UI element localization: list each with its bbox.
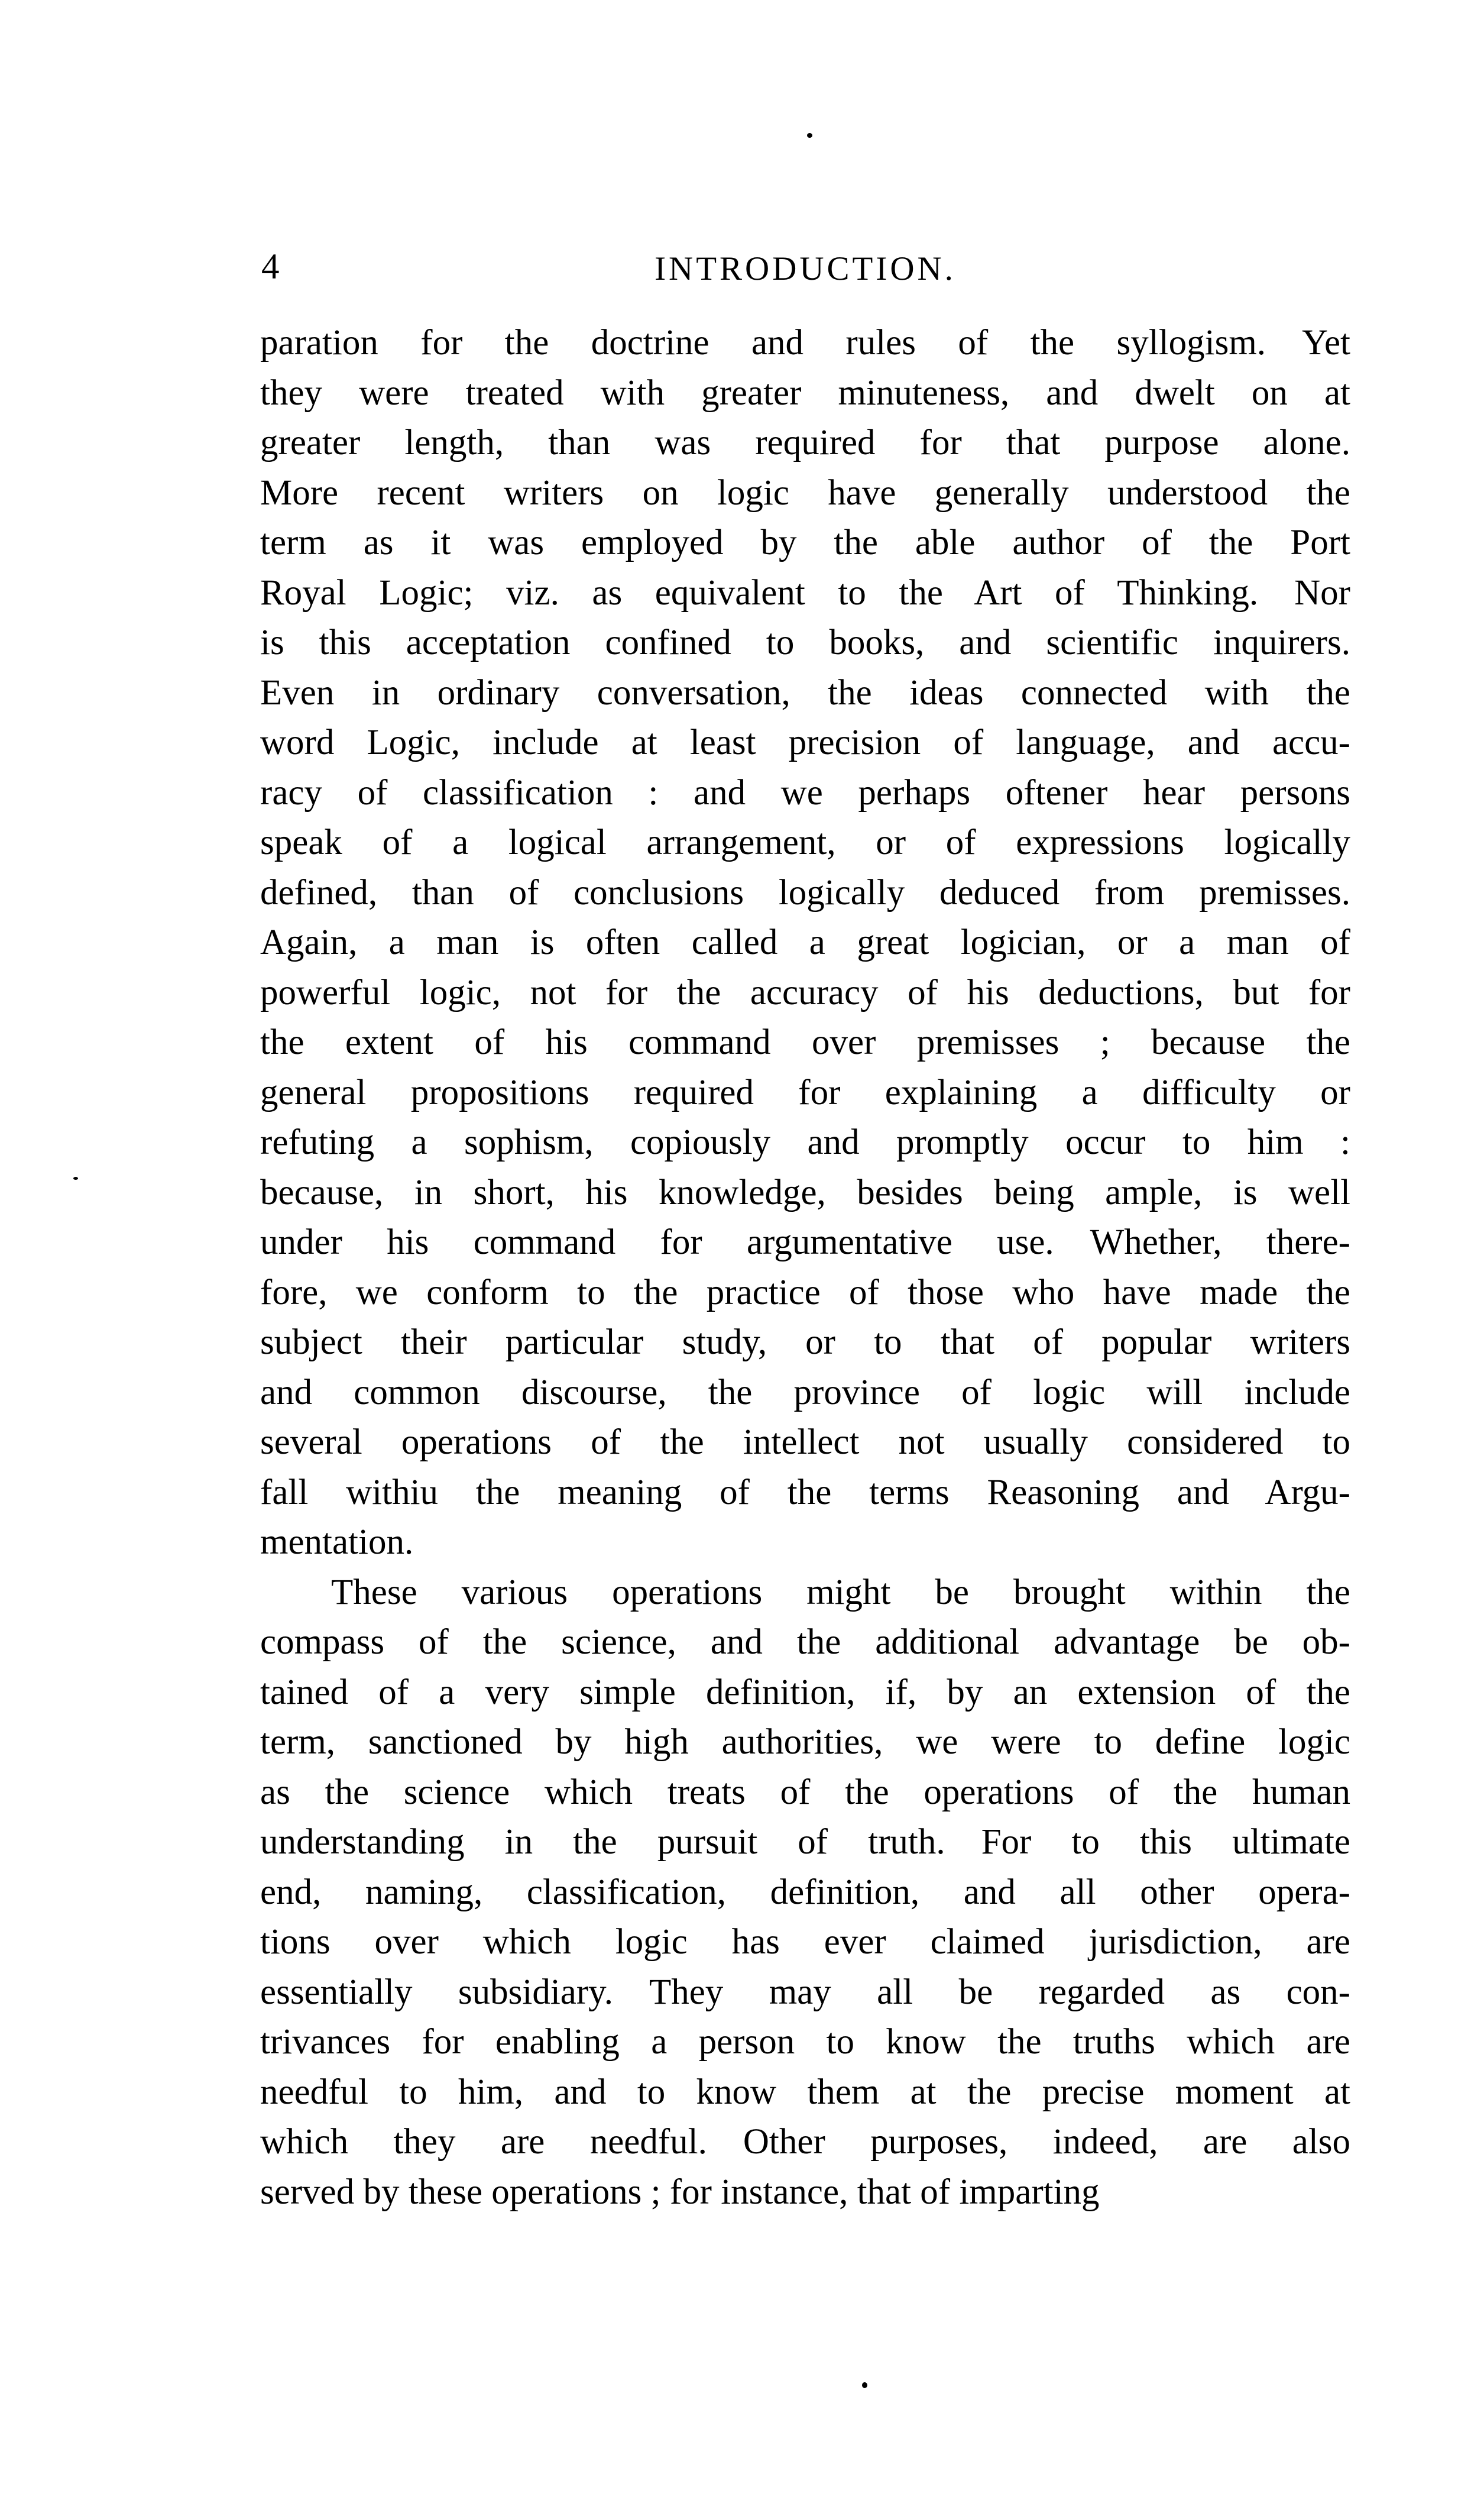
- text-line: Again, a man is often called a great logician, or a man of: [260, 923, 1350, 962]
- text-line: term as it was employed by the able author of the Port: [260, 523, 1350, 562]
- page-header: [260, 247, 1350, 299]
- text-line: essentially subsidiary. They may all be regarded as con-: [260, 1972, 1350, 2012]
- text-line: end, naming, classification, definition, and all other opera-: [260, 1872, 1350, 1912]
- text-line: greater length, than was required for that purpose alone.: [260, 423, 1350, 462]
- ink-speck: [862, 2382, 867, 2388]
- text-line: is this acceptation confined to books, and scientific inquirers.: [260, 623, 1350, 662]
- text-line: More recent writers on logic have generally understood the: [260, 473, 1350, 513]
- text-line: understanding in the pursuit of truth. For to this ultimate: [260, 1822, 1350, 1862]
- page-number: 4: [261, 247, 280, 287]
- text-line: defined, than of conclusions logically deduced from premisses.: [260, 872, 1350, 913]
- text-line: because, in short, his knowledge, besides being ample, is well: [260, 1172, 1350, 1212]
- text-line: trivances for enabling a person to know the truths which are: [260, 2022, 1350, 2062]
- text-line: term, sanctioned by high authorities, we were to define logic: [260, 1722, 1350, 1762]
- text-line: word Logic, include at least precision of language, and accu-: [260, 723, 1350, 762]
- text-line: speak of a logical arrangement, or of expressions logically: [260, 823, 1350, 862]
- running-header: INTRODUCTION.: [654, 250, 956, 287]
- text-line: racy of classification : and we perhaps oftener hear persons: [260, 772, 1350, 813]
- text-line: as the science which treats of the operations of the human: [260, 1772, 1350, 1812]
- body-text: [260, 318, 1350, 2217]
- text-line: needful to him, and to know them at the precise moment at: [260, 2072, 1350, 2112]
- text-line: fore, we conform to the practice of those who have made the: [260, 1272, 1350, 1312]
- text-line: compass of the science, and the additional advantage be ob-: [260, 1622, 1350, 1662]
- text-line: general propositions required for explaining a difficulty or: [260, 1072, 1350, 1112]
- text-line: under his command for argumentative use. Whether, there-: [260, 1222, 1350, 1262]
- text-line: the extent of his command over premisses ; because the: [260, 1023, 1350, 1062]
- text-line: which they are needful. Other purposes, indeed, are also: [260, 2122, 1350, 2162]
- text-line: paration for the doctrine and rules of the syllogism. Yet: [260, 323, 1350, 363]
- text-line: they were treated with greater minuteness, and dwelt on at: [260, 373, 1350, 413]
- text-line: and common discourse, the province of logic will include: [260, 1372, 1350, 1412]
- text-line: mentation.: [260, 1522, 414, 1562]
- text-line: refuting a sophism, copiously and promptly occur to him :: [260, 1123, 1350, 1162]
- text-line: fall withiu the meaning of the terms Reasoning and Argu-: [260, 1472, 1350, 1512]
- text-line: subject their particular study, or to that of popular writers: [260, 1322, 1350, 1362]
- ink-speck: [73, 1177, 78, 1180]
- ink-speck: [807, 133, 812, 138]
- text-line: tions over which logic has ever claimed jurisdiction, are: [260, 1922, 1350, 1962]
- text-line: powerful logic, not for the accuracy of his deductions, but for: [260, 972, 1350, 1012]
- text-line: tained of a very simple definition, if, by an extension of the: [260, 1672, 1350, 1712]
- text-line: Royal Logic; viz. as equivalent to the Art of Thinking. Nor: [260, 572, 1350, 613]
- text-line: served by these operations ; for instance, that of imparting: [260, 2172, 1100, 2212]
- text-line: Even in ordinary conversation, the ideas connected with the: [260, 672, 1350, 713]
- text-line: several operations of the intellect not usually considered to: [260, 1422, 1350, 1462]
- text-line: These various operations might be brought within the: [331, 1572, 1350, 1612]
